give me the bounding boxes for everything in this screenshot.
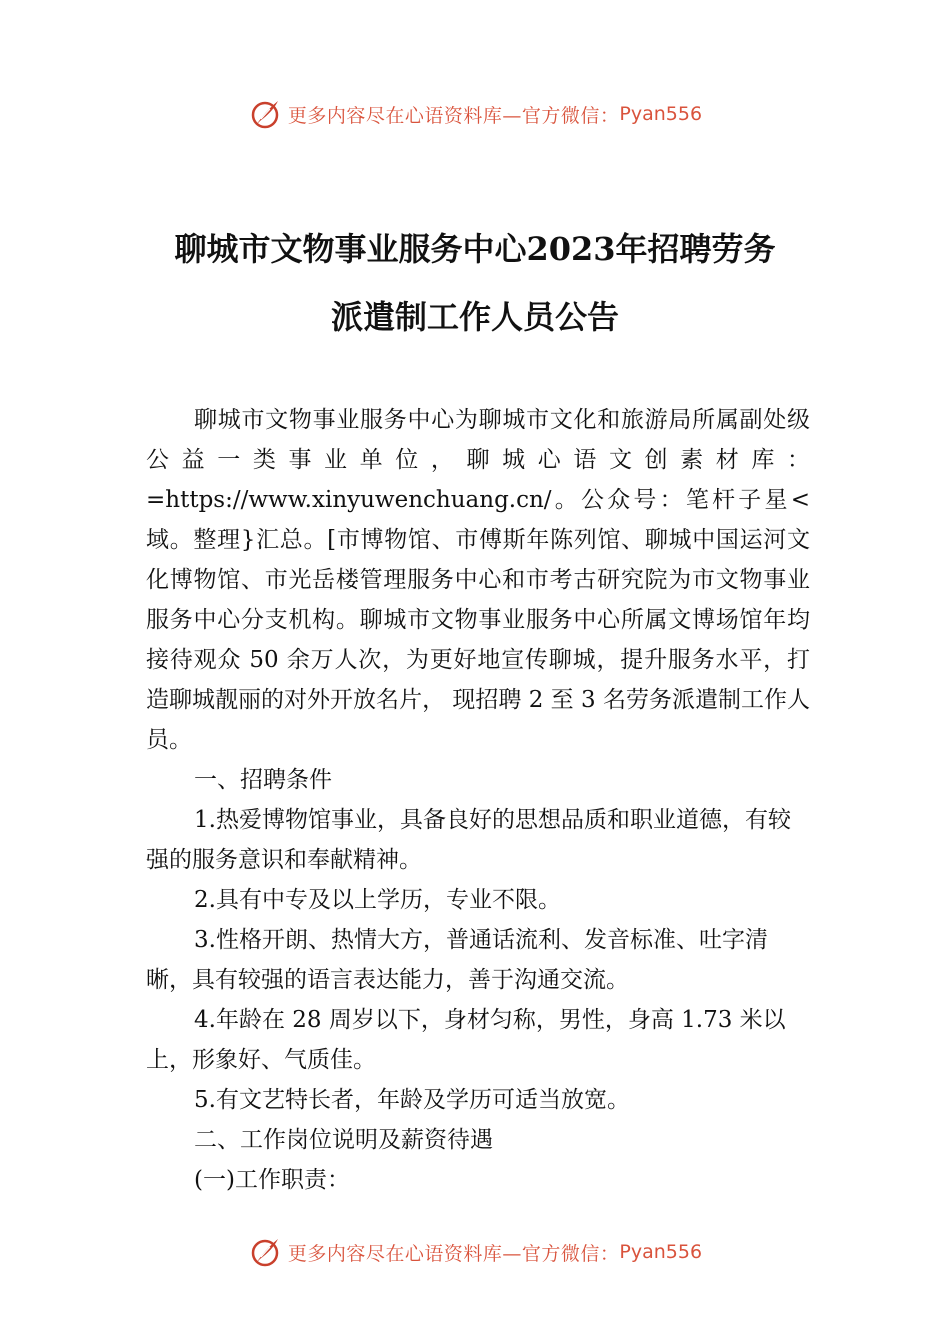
subsection-heading-1: (一)工作职责：	[194, 1167, 350, 1193]
section-heading-1: 一、招聘条件	[194, 767, 332, 793]
banner-text: 更多内容尽在心语资料库—官方微信：	[287, 104, 620, 127]
condition-item-2: 2.具有中专及以上学历，专业不限。	[194, 887, 561, 913]
condition-item-4: 4.年龄在 28 周岁以下，身材匀称，男性，身高 1.73 米以上，形象好、气质佳。	[146, 1007, 786, 1073]
document-body	[146, 400, 810, 1200]
banner-wechat-id: Pyan556	[619, 1241, 703, 1263]
quill-pen-logo-icon	[248, 1235, 282, 1269]
document-title-line-2: 派遣制工作人员公告	[330, 298, 619, 336]
watermark-banner-top	[0, 94, 950, 134]
condition-item-3: 3.性格开朗、热情大方，普通话流利、发音标准、吐字清晰，具有较强的语言表达能力，善于沟通交流。	[146, 927, 768, 993]
section-heading-2: 二、工作岗位说明及薪资待遇	[194, 1127, 493, 1153]
condition-item-1: 1.热爱博物馆事业，具备良好的思想品质和职业道德，有较强的服务意识和奉献精神。	[146, 807, 791, 873]
watermark-banner-bottom	[0, 1232, 950, 1272]
banner-wechat-id: Pyan556	[619, 103, 703, 125]
quill-pen-logo-icon	[248, 97, 282, 131]
condition-item-5: 5.有文艺特长者，年龄及学历可适当放宽。	[194, 1087, 630, 1113]
intro-paragraph: 聊城市文物事业服务中心为聊城市文化和旅游局所属副处级公益一类事业单位，聊城心语文创素材库：=https://www.xinyuwenchuang.cn/。公众号：笔杆子星<域。整理}汇总。[市博物馆、市傅斯年陈列馆、聊城中国运河文化博物馆、市光岳楼管理服务中心和市考古研究院为市文物事业服务中心分支机构。聊城市文物事业服务中心所属文博场馆年均接待观众 50 余万人次，为更好地宣传聊城，提升服务水平，打造聊城靓丽的对外开放名片， 现招聘 2 至 3 名劳务派遣制工作人员。	[146, 407, 810, 753]
document-title-line-1: 聊城市文物事业服务中心2023年招聘劳务	[174, 230, 776, 268]
banner-text: 更多内容尽在心语资料库—官方微信：	[287, 1242, 620, 1265]
